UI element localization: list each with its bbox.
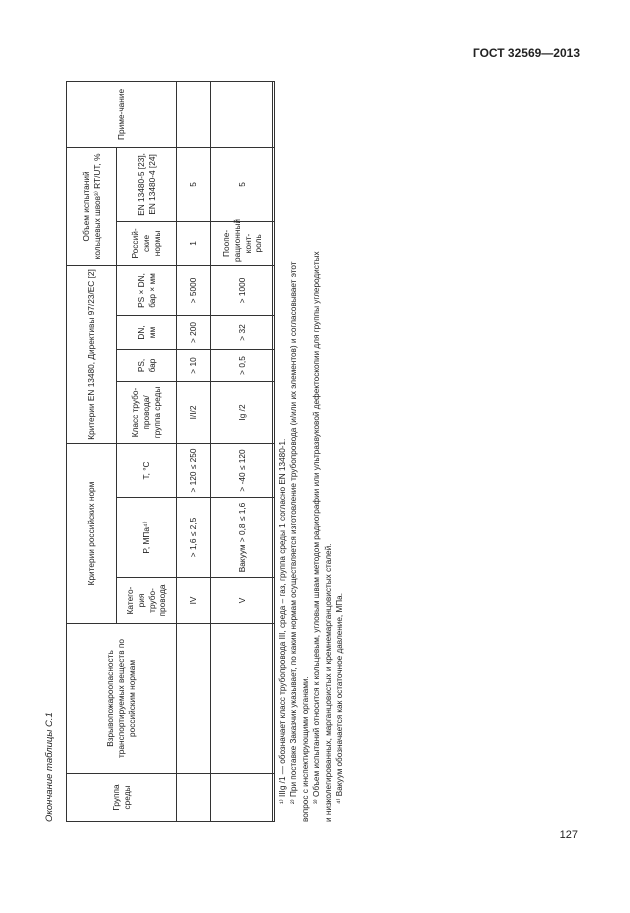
cell-en: 5: [211, 147, 275, 221]
header-ru-norms: Россий-ские нормы: [117, 221, 177, 265]
footnote-2: ²⁾ При поставке Заказчик указывает, по каким нормам осуществляется изготовление трубопровода (и/или их элементов) и согласовывает этот: [289, 261, 299, 804]
footnote-2-continued: вопрос с инспектирующими органами.: [300, 676, 310, 822]
footnote-3-continued: и низколегированных, марганцовистых и кремнемарганцовистых сталей.: [323, 543, 333, 822]
footnotes: [272, 82, 346, 822]
cell-ps: > 10: [177, 349, 211, 381]
table-row: [177, 81, 211, 821]
cell-ru: Поопе-рационный конт-роль: [211, 221, 275, 265]
table-caption: Окончание таблицы С.1: [44, 712, 55, 822]
header-volume: Объем испытаний кольцевых швов³⁾ RT/UT, %: [67, 147, 117, 265]
footnote-1: ¹⁾ IIIg /1 — обозначает класс трубопровода III, среда – газ, группа среды 1 согласно EN 13480-1.: [278, 438, 287, 804]
document-header: ГОСТ 32569—2013: [472, 46, 580, 60]
footnote-4: ⁴⁾ Вакуум обозначается как остаточное давление, МПа.: [335, 592, 345, 804]
cell-psdn: > 1000: [211, 265, 275, 315]
header-t: T, °C: [117, 443, 177, 497]
cell-en: 5: [177, 147, 211, 221]
cell-explosion: [177, 624, 211, 774]
cell-note: [211, 81, 275, 147]
cell-p: Вакуум > 0,8 ≤ 1,6: [211, 498, 275, 578]
header-psdn: PS × DN, бар × мм: [117, 265, 177, 315]
header-class: Класс трубо-провода/ группа среды: [117, 381, 177, 443]
cell-psdn: > 5000: [177, 265, 211, 315]
cell-group: [177, 774, 211, 822]
cell-category: V: [211, 578, 275, 624]
cell-dn: > 32: [211, 315, 275, 349]
header-ru-criteria: Критерии российских норм: [67, 443, 117, 623]
cell-class: I/I/2: [177, 381, 211, 443]
criteria-table: [66, 81, 275, 822]
cell-p: > 1,6 ≤ 2,5: [177, 498, 211, 578]
header-row-1: [67, 81, 117, 821]
page-number: 127: [559, 829, 578, 841]
table-row: [211, 81, 275, 821]
cell-class: Ig /2: [211, 381, 275, 443]
header-p: P, МПа⁴⁾: [117, 498, 177, 578]
cell-note: [177, 81, 211, 147]
cell-group: [211, 774, 275, 822]
header-en-criteria: Критерии EN 13480, Директивы 97/23/EC [2]: [67, 265, 117, 443]
cell-category: IV: [177, 578, 211, 624]
cell-dn: > 200: [177, 315, 211, 349]
cell-t: > -40 ≤ 120: [211, 443, 275, 497]
header-category: Катего-рия трубо-провода: [117, 578, 177, 624]
header-note: Приме-чание: [67, 81, 177, 147]
header-dn: DN, мм: [117, 315, 177, 349]
header-ps: PS, бар: [117, 349, 177, 381]
header-en-norms: EN 13480-5 [23], EN 13480-4 [24]: [117, 147, 177, 221]
rotated-content: [40, 82, 360, 822]
header-group: Группа среды: [67, 774, 177, 822]
header-explosion: Взрывопожароопасность транспортируемых веществ по российским нормам: [67, 624, 177, 774]
cell-ps: > 0,5: [211, 349, 275, 381]
cell-ru: 1: [177, 221, 211, 265]
cell-t: > 120 ≤ 250: [177, 443, 211, 497]
cell-explosion: [211, 624, 275, 774]
footnote-3: ³⁾ Объем испытаний относится к кольцевым, угловым швам методом радиографии или ультразвуковой дефектоскопии для группы углеродистых: [312, 251, 322, 804]
